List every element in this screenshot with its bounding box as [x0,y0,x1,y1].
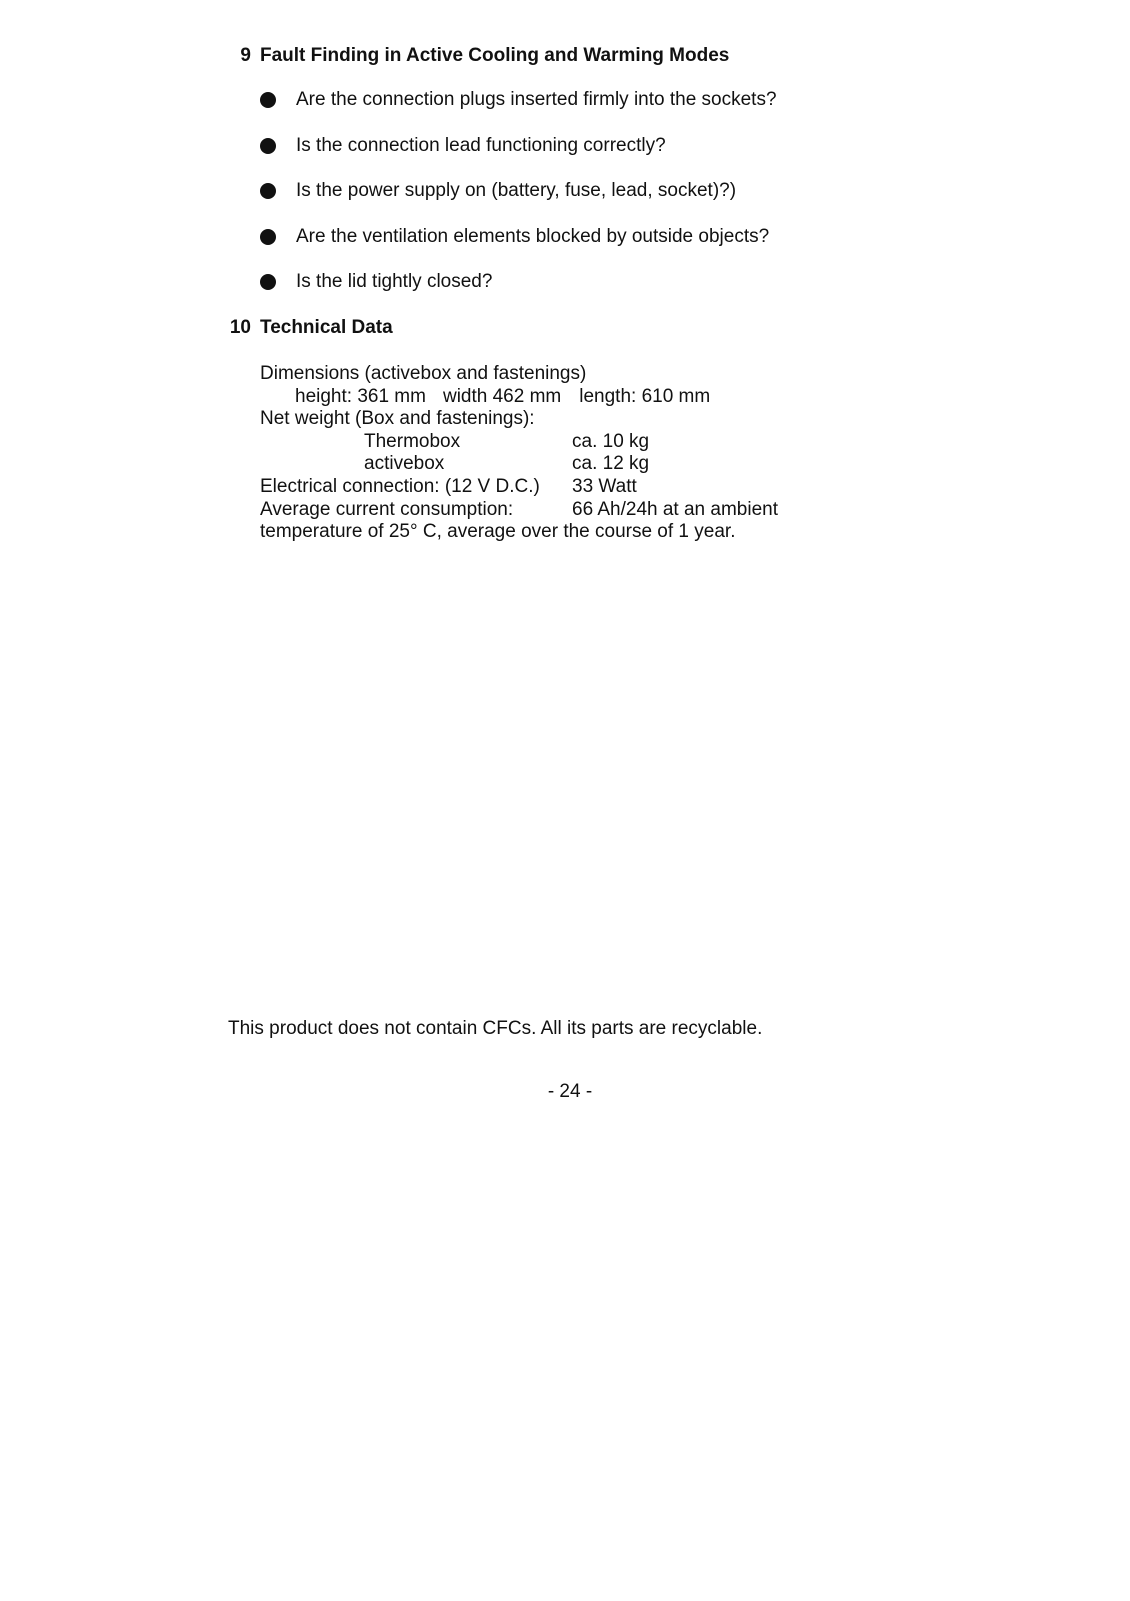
checklist-item-text: Are the ventilation elements blocked by outside objects? [296,225,770,247]
weight-name: activebox [364,453,445,475]
weight-row [260,431,900,454]
weight-value: ca. 12 kg [572,453,650,475]
section-9-number: 9 [240,45,251,66]
bullet-icon [260,92,276,108]
technical-data [260,363,900,544]
electrical-value: 33 Watt [572,475,637,497]
electrical-label: Electrical connection: (12 V D.C.) [260,475,540,497]
section-10-title: Technical Data [260,317,393,338]
section-9-title: Fault Finding in Active Cooling and Warming Modes [260,45,730,66]
bullet-icon [260,229,276,245]
consumption-row [260,499,900,522]
checklist-item-text: Are the connection plugs inserted firmly into the sockets? [296,89,777,110]
checklist-item-text: Is the connection lead functioning correctly? [296,134,666,156]
consumption-note: temperature of 25° C, average over the course of 1 year. [260,521,736,543]
dimension-length: length: 610 mm [579,385,711,407]
checklist-item-text: Is the power supply on (battery, fuse, lead, socket)?) [296,180,737,201]
bullet-icon [260,183,276,199]
net-weight-label: Net weight (Box and fastenings): [260,408,535,430]
section-10-number: 10 [229,317,251,338]
dimensions-values [260,386,900,409]
bullet-icon [260,274,276,290]
recycling-note: This product does not contain CFCs. All its parts are recyclable. [228,1018,763,1039]
section-10-heading [229,317,393,339]
weight-value: ca. 10 kg [572,430,650,452]
dimension-height: height: 361 mm [295,385,426,407]
weight-row [260,453,900,476]
dimension-width: width 462 mm [442,385,562,407]
dimensions-label: Dimensions (activebox and fastenings) [260,363,587,384]
section-9-heading [240,45,730,67]
consumption-value: 66 Ah/24h at an ambient [572,498,778,520]
page-number: - 24 - [547,1081,593,1102]
consumption-label: Average current consumption: [260,498,514,520]
electrical-row [260,476,900,499]
bullet-icon [260,138,276,154]
checklist-item-text: Is the lid tightly closed? [296,271,493,292]
weight-name: Thermobox [364,430,461,452]
